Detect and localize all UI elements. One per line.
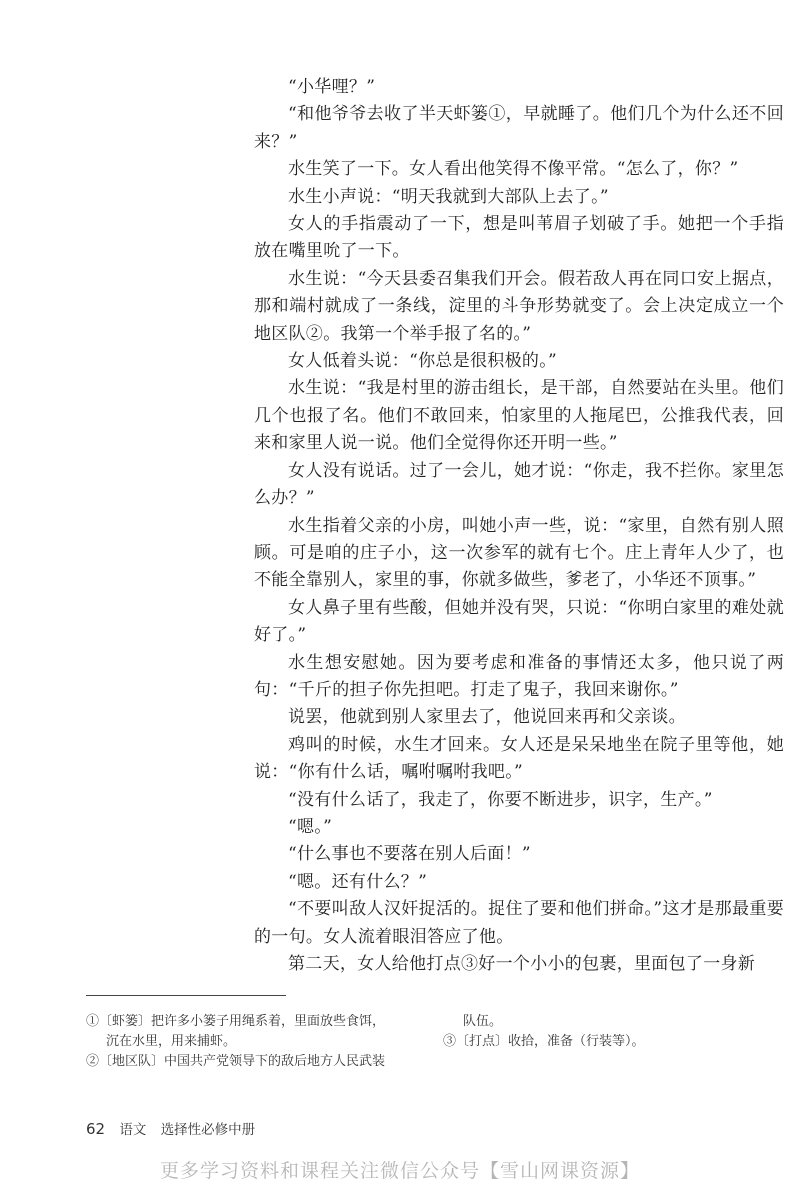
paragraph: 水生指着父亲的小房，叫她小声一些，说：“家里，自然有别人照顾。可是咱的庄子小，这一次参军的就有七个。庄上青年人少了，也不能全靠别人，家里的事，你就多做些，爹老了，小华还不顶事。” — [254, 515, 784, 591]
page-footer — [86, 1118, 255, 1138]
story-body — [254, 74, 784, 978]
paragraph: “小华哩？” — [288, 77, 376, 97]
footnote-2-continued: 队伍。 — [463, 1014, 503, 1029]
footnote-1-continued: 沉在水里，用来捕虾。 — [106, 1034, 237, 1049]
watermark-text: 更多学习资料和课程关注微信公众号【雪山网课资源】 — [159, 1160, 640, 1182]
paragraph: 水生说：“今天县委召集我们开会。假若敌人再在同口安上据点，那和端村就成了一条线，淀里的斗争形势就变了。会上决定成立一个地区队②。我第一个举手报了名的。” — [254, 268, 784, 344]
paragraph: 水生小声说：“明天我就到大部队上去了。” — [288, 186, 609, 207]
paragraph: 说罢，他就到别人家里去了，他说回来再和父亲谈。 — [288, 707, 686, 728]
paragraph: 女人鼻子里有些酸，但她并没有哭，只说：“你明白家里的难处就好了。” — [254, 597, 784, 646]
paragraph: “什么事也不要落在别人后面！” — [288, 844, 531, 865]
footnote-divider — [86, 995, 286, 996]
paragraph: “没有什么话了，我走了，你要不断进步，识字，生产。” — [288, 789, 713, 810]
footnote-1: ①〔虾篓〕把许多小篓子用绳系着，里面放些食饵， — [86, 1014, 386, 1029]
paragraph: 女人低着头说：“你总是很积极的。” — [288, 351, 557, 372]
paragraph: 水生想安慰她。因为要考虑和准备的事情还太多，他只说了两句：“千斤的担子你先担吧。打走了鬼子，我回来谢你。” — [254, 652, 784, 700]
footnote-2: ②〔地区队〕中国共产党领导下的敌后地方人民武装 — [86, 1054, 386, 1069]
footnotes-left — [86, 1012, 416, 1072]
footer-subject: 语文 — [119, 1122, 147, 1138]
paragraph: 鸡叫的时候，水生才回来。女人还是呆呆地坐在院子里等他，她说：“你有什么话，嘱咐嘱咐我吧。” — [254, 734, 784, 783]
paragraph: 水生说：“我是村里的游击组长，是干部，自然要站在头里。他们几个也报了名。他们不敢回来，怕家里的人拖尾巴，公推我代表，回来和家里人说一说。他们全觉得你还开明一些。” — [254, 378, 784, 454]
paragraph: “和他爷爷去收了半天虾篓①，早就睡了。他们几个为什么还不回来？” — [254, 104, 784, 152]
paragraph: 第二天，女人给他打点③好一个小小的包裹，里面包了一身新 — [288, 954, 756, 974]
paragraph: “嗯。还有什么？” — [288, 871, 428, 892]
paragraph: “嗯。” — [288, 816, 333, 837]
paragraph: 水生笑了一下。女人看出他笑得不像平常。“怎么了，你？” — [288, 159, 739, 180]
paragraph: 女人的手指震动了一下，想是叫苇眉子划破了手。她把一个手指放在嘴里吮了一下。 — [254, 214, 784, 262]
paragraph: “不要叫敌人汉奸捉活的。捉住了要和他们拼命。”这才是那最重要的一句。女人流着眼泪答应了他。 — [254, 899, 784, 947]
paragraph: 女人没有说话。过了一会儿，她才说：“你走，我不拦你。家里怎么办？” — [254, 460, 784, 509]
footnotes-right — [443, 1012, 773, 1052]
footer-book-title: 选择性必修中册 — [160, 1122, 256, 1138]
footnote-3: ③〔打点〕收拾，准备（行装等）。 — [443, 1034, 645, 1049]
page-number: 62 — [86, 1120, 106, 1138]
